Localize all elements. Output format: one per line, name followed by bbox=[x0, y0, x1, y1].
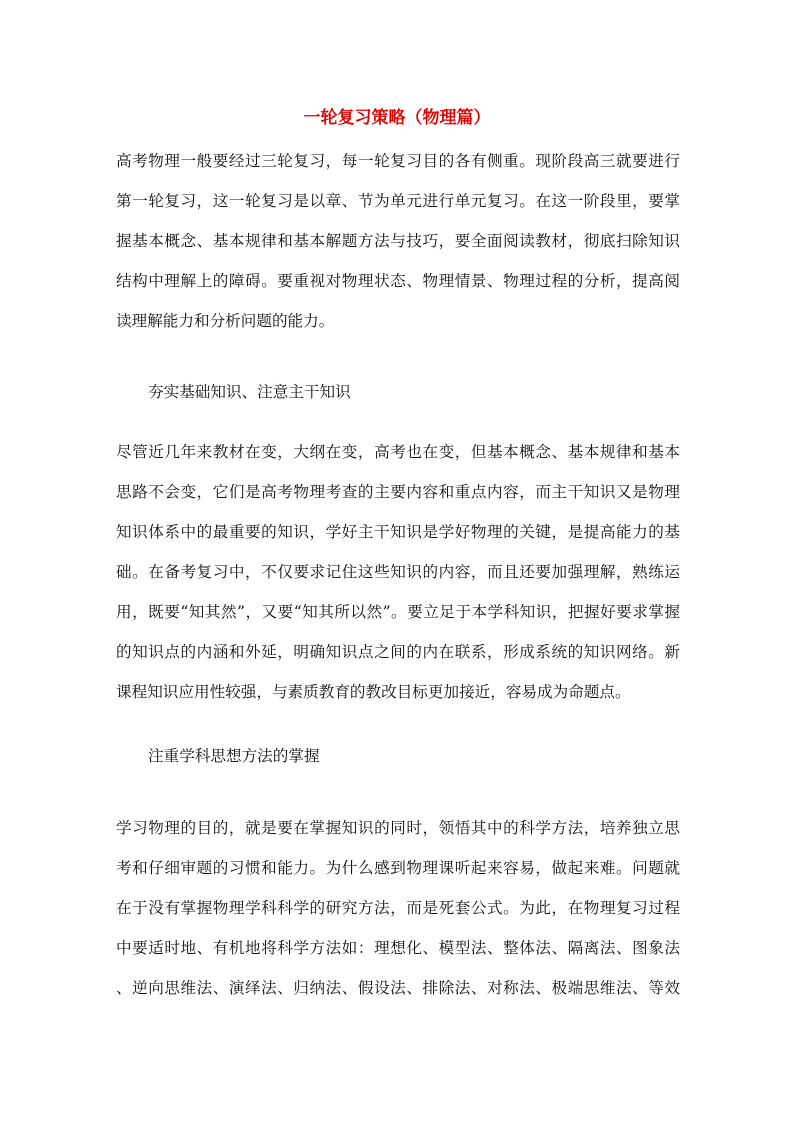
intro-paragraph bbox=[116, 141, 680, 341]
text-line: 尽管近几年来教材在变，大纲在变，高考也在变，但基本概念、基本规律和基本 bbox=[116, 443, 680, 461]
text-line: 知识体系中的最重要的知识，学好主干知识是学好物理的关键，是提高能力的基 bbox=[116, 523, 680, 541]
document-title: 一轮复习策略（物理篇） bbox=[303, 108, 491, 128]
section-heading-foundations: 夯实基础知识、注意主干知识 bbox=[148, 383, 351, 401]
section-heading-methods: 注重学科思想方法的掌握 bbox=[148, 747, 320, 765]
text-line: 在于没有掌握物理学科科学的研究方法，而是死套公式。为此，在物理复习过程 bbox=[116, 899, 680, 917]
text-line: 础。在备考复习中，不仅要求记住这些知识的内容，而且还要加强理解，熟练运 bbox=[116, 563, 680, 581]
text-line: 思路不会变，它们是高考物理考查的主要内容和重点内容，而主干知识又是物理 bbox=[116, 483, 680, 501]
text-line: 学习物理的目的，就是要在掌握知识的同时，领悟其中的科学方法，培养独立思 bbox=[116, 819, 680, 837]
text-line: 结构中理解上的障碍。要重视对物理状态、物理情景、物理过程的分析，提高阅 bbox=[116, 272, 680, 290]
text-line: 、逆向思维法、演绎法、归纳法、假设法、排除法、对称法、极端思维法、等效 bbox=[116, 979, 680, 997]
text-line: 握基本概念、基本规律和基本解题方法与技巧，要全面阅读教材，彻底扫除知识 bbox=[116, 232, 680, 250]
text-line: 高考物理一般要经过三轮复习，每一轮复习目的各有侧重。现阶段高三就要进行 bbox=[116, 152, 680, 170]
text-line: 读理解能力和分析问题的能力。 bbox=[116, 312, 335, 330]
section1-paragraph bbox=[116, 432, 680, 712]
text-line: 考和仔细审题的习惯和能力。为什么感到物理课听起来容易，做起来难。问题就 bbox=[116, 859, 680, 877]
text-line: 的知识点的内涵和外延，明确知识点之间的内在联系，形成系统的知识网络。新 bbox=[116, 643, 680, 661]
text-line: 用，既要“知其然”，又要“知其所以然”。要立足于本学科知识，把握好要求掌握 bbox=[116, 603, 680, 621]
text-line: 课程知识应用性较强，与素质教育的教改目标更加接近，容易成为命题点。 bbox=[116, 683, 631, 701]
text-line: 第一轮复习，这一轮复习是以章、节为单元进行单元复习。在这一阶段里，要掌 bbox=[116, 192, 680, 210]
text-line: 中要适时地、有机地将科学方法如：理想化、模型法、整体法、隔离法、图象法 bbox=[116, 939, 680, 957]
section2-paragraph bbox=[116, 808, 680, 1008]
